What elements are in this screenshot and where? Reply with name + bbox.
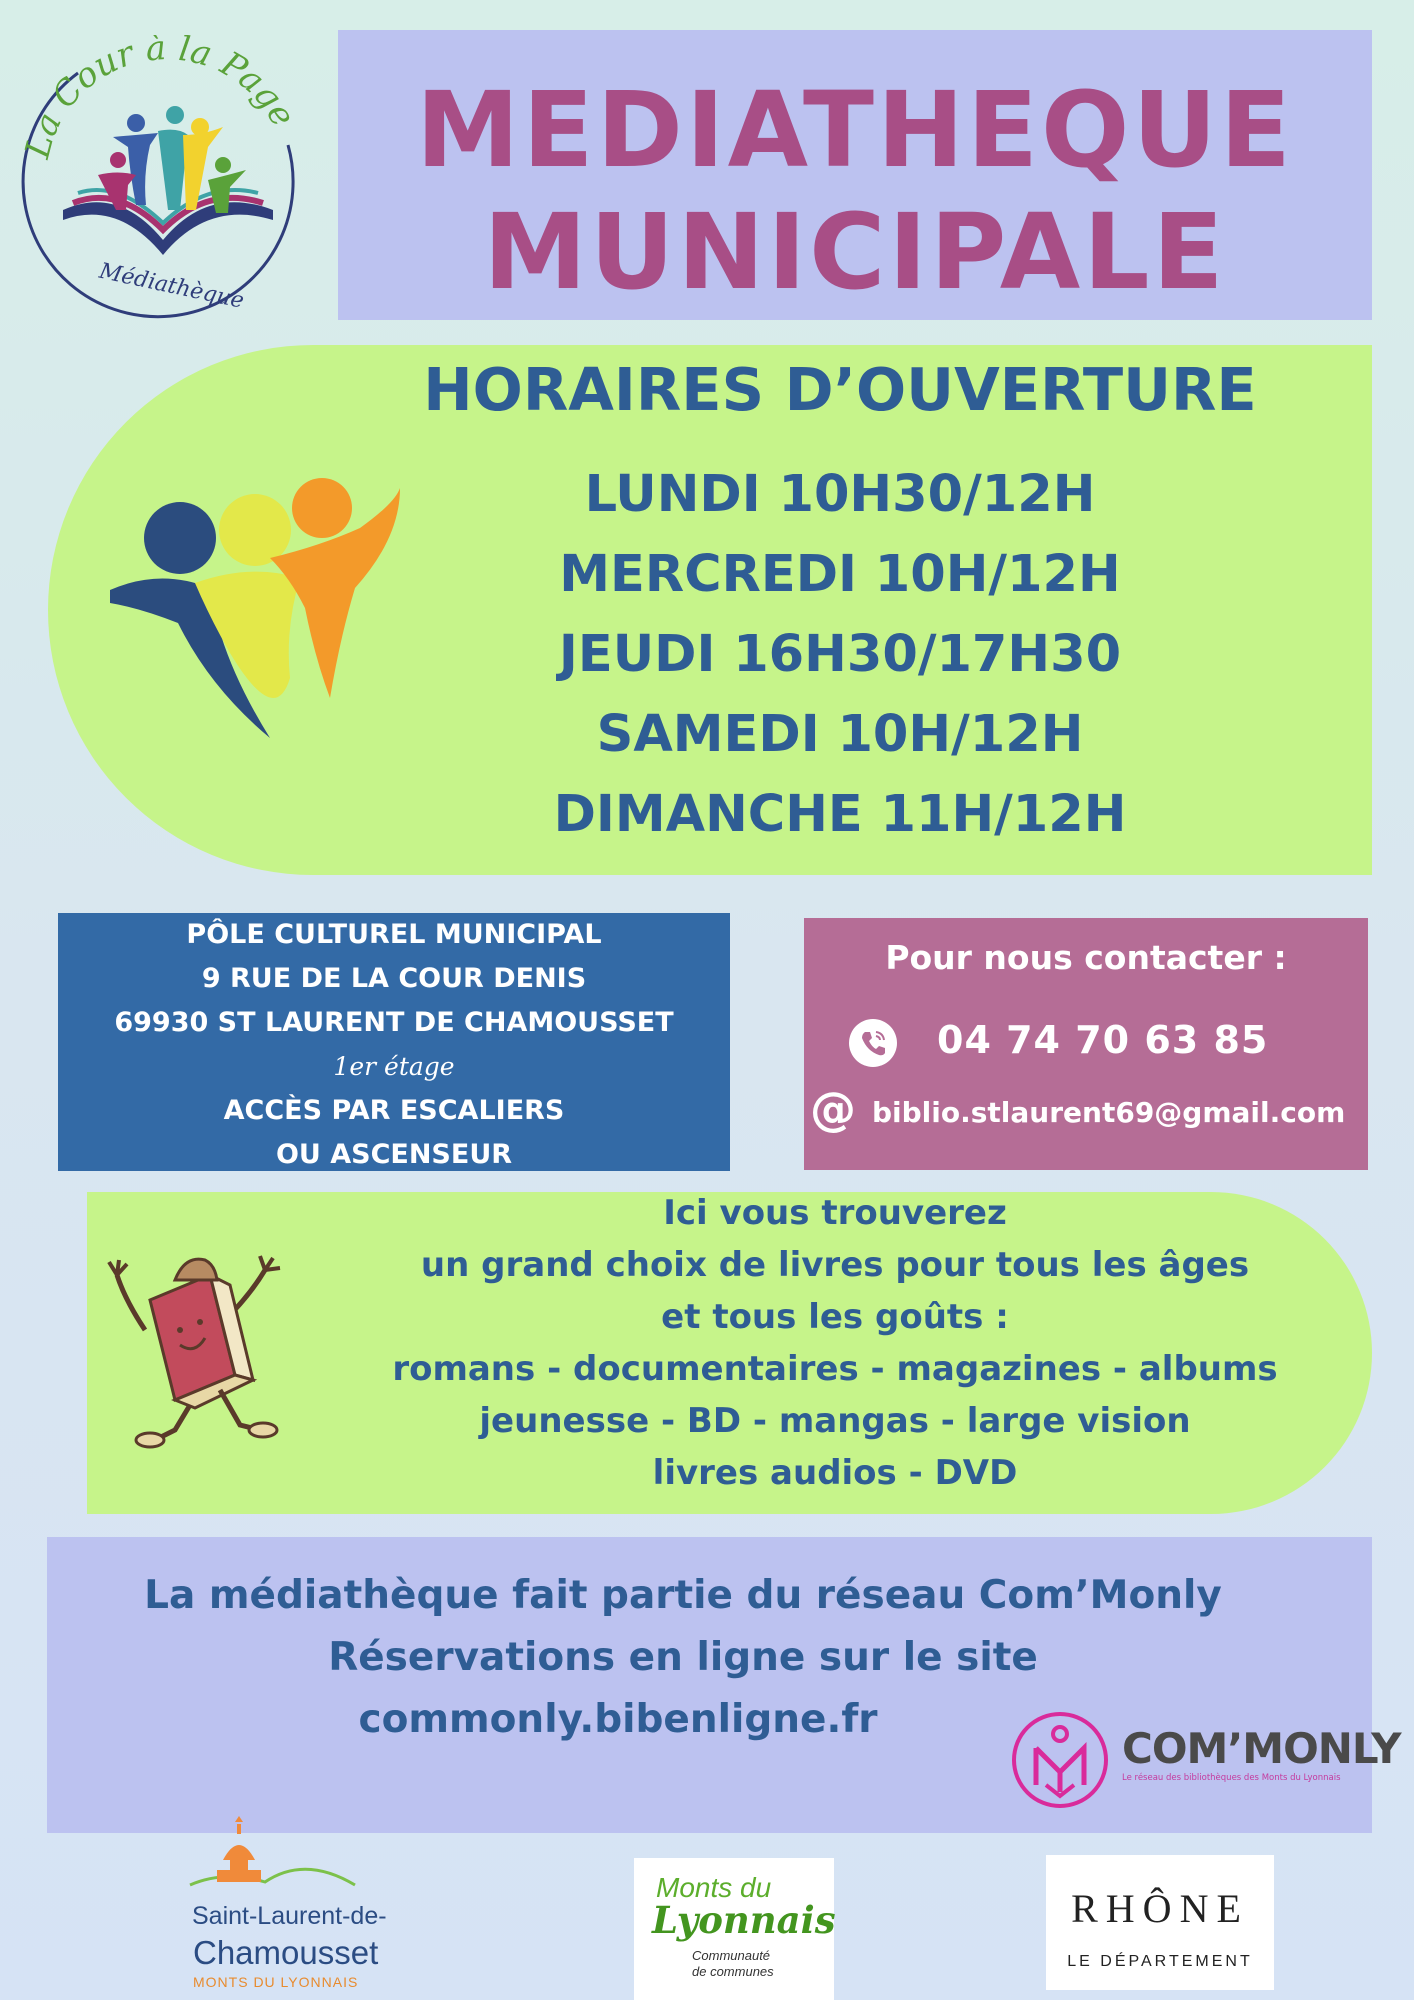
phone-icon xyxy=(848,1018,898,1068)
collection-line-1: Ici vous trouverez xyxy=(663,1193,1007,1233)
network-line-1: La médiathèque fait partie du réseau Com’Monly xyxy=(144,1573,1222,1618)
logo-arc-text: La Cour à la Page xyxy=(18,35,303,163)
network-website-link[interactable]: commonly.bibenligne.fr xyxy=(358,1697,878,1742)
contact-panel xyxy=(804,918,1368,1170)
mdl-line-1: Monts du xyxy=(656,1872,772,1903)
hours-row-monday: LUNDI 10H30/12H xyxy=(584,465,1096,524)
collection-line-2: un grand choix de livres pour tous les âges xyxy=(420,1245,1250,1285)
network-text xyxy=(58,1565,1308,1751)
address-panel xyxy=(58,913,730,1171)
email-address[interactable]: biblio.stlaurent69@gmail.com xyxy=(872,1096,1346,1129)
address-line-1: PÔLE CULTUREL MUNICIPAL xyxy=(186,919,602,950)
title-line-1: MEDIATHEQUE xyxy=(416,69,1294,191)
mdl-line-3: Communauté xyxy=(692,1948,771,1963)
network-line-2: Réservations en ligne sur le site xyxy=(328,1635,1038,1680)
phone-number[interactable]: 04 74 70 63 85 xyxy=(937,1018,1269,1062)
collection-text xyxy=(260,1187,1410,1499)
rhone-logo xyxy=(1046,1855,1274,1990)
commonly-logo-subtitle: Le réseau des bibliothèques des Monts du Lyonnais xyxy=(1122,1773,1341,1783)
logo-bottom-text: Médiathèque xyxy=(97,258,247,314)
saint-laurent-name-3: MONTS DU LYONNAIS xyxy=(193,1974,359,1990)
address-floor: 1er étage xyxy=(333,1052,455,1081)
contact-title: Pour nous contacter : xyxy=(885,938,1287,977)
hours-row-saturday: SAMEDI 10H/12H xyxy=(596,705,1084,764)
address-access-1: ACCÈS PAR ESCALIERS xyxy=(223,1095,565,1126)
mdl-line-2: Lyonnais xyxy=(652,1898,836,1942)
address-access-2: OU ASCENSEUR xyxy=(275,1139,513,1170)
commonly-logo-icon xyxy=(1010,1710,1110,1810)
rhone-name: RHÔNE xyxy=(1071,1886,1249,1931)
saint-laurent-name-1: Saint-Laurent-de- xyxy=(192,1902,387,1930)
commonly-logo-text: COM’MONLY xyxy=(1122,1724,1401,1773)
hours-title: HORAIRES D’OUVERTURE xyxy=(423,355,1257,424)
hours-row-wednesday: MERCREDI 10H/12H xyxy=(559,545,1121,604)
hours-row-sunday: DIMANCHE 11H/12H xyxy=(553,785,1127,844)
hours-row-thursday: JEUDI 16H30/17H30 xyxy=(558,625,1122,684)
rhone-subtitle: LE DÉPARTEMENT xyxy=(1067,1953,1253,1970)
mdl-line-4: de communes xyxy=(692,1964,774,1979)
address-line-2: 9 RUE DE LA COUR DENIS xyxy=(201,963,587,994)
address-line-3: 69930 ST LAURENT DE CHAMOUSSET xyxy=(114,1007,674,1038)
monts-du-lyonnais-logo xyxy=(634,1858,834,2000)
collection-line-4: romans - documentaires - magazines - albums xyxy=(392,1349,1278,1389)
saint-laurent-name-2: Chamousset xyxy=(193,1934,379,1971)
people-group-icon xyxy=(100,478,410,748)
collection-line-5: jeunesse - BD - mangas - large vision xyxy=(479,1401,1191,1441)
title-banner xyxy=(338,30,1372,320)
collection-line-3: et tous les goûts : xyxy=(661,1297,1009,1337)
mediatheque-logo xyxy=(18,35,308,325)
title-line-2: MUNICIPALE xyxy=(483,191,1227,313)
email-icon: @ xyxy=(810,1082,856,1136)
hours-list xyxy=(400,455,1280,855)
collection-line-6: livres audios - DVD xyxy=(652,1453,1018,1493)
